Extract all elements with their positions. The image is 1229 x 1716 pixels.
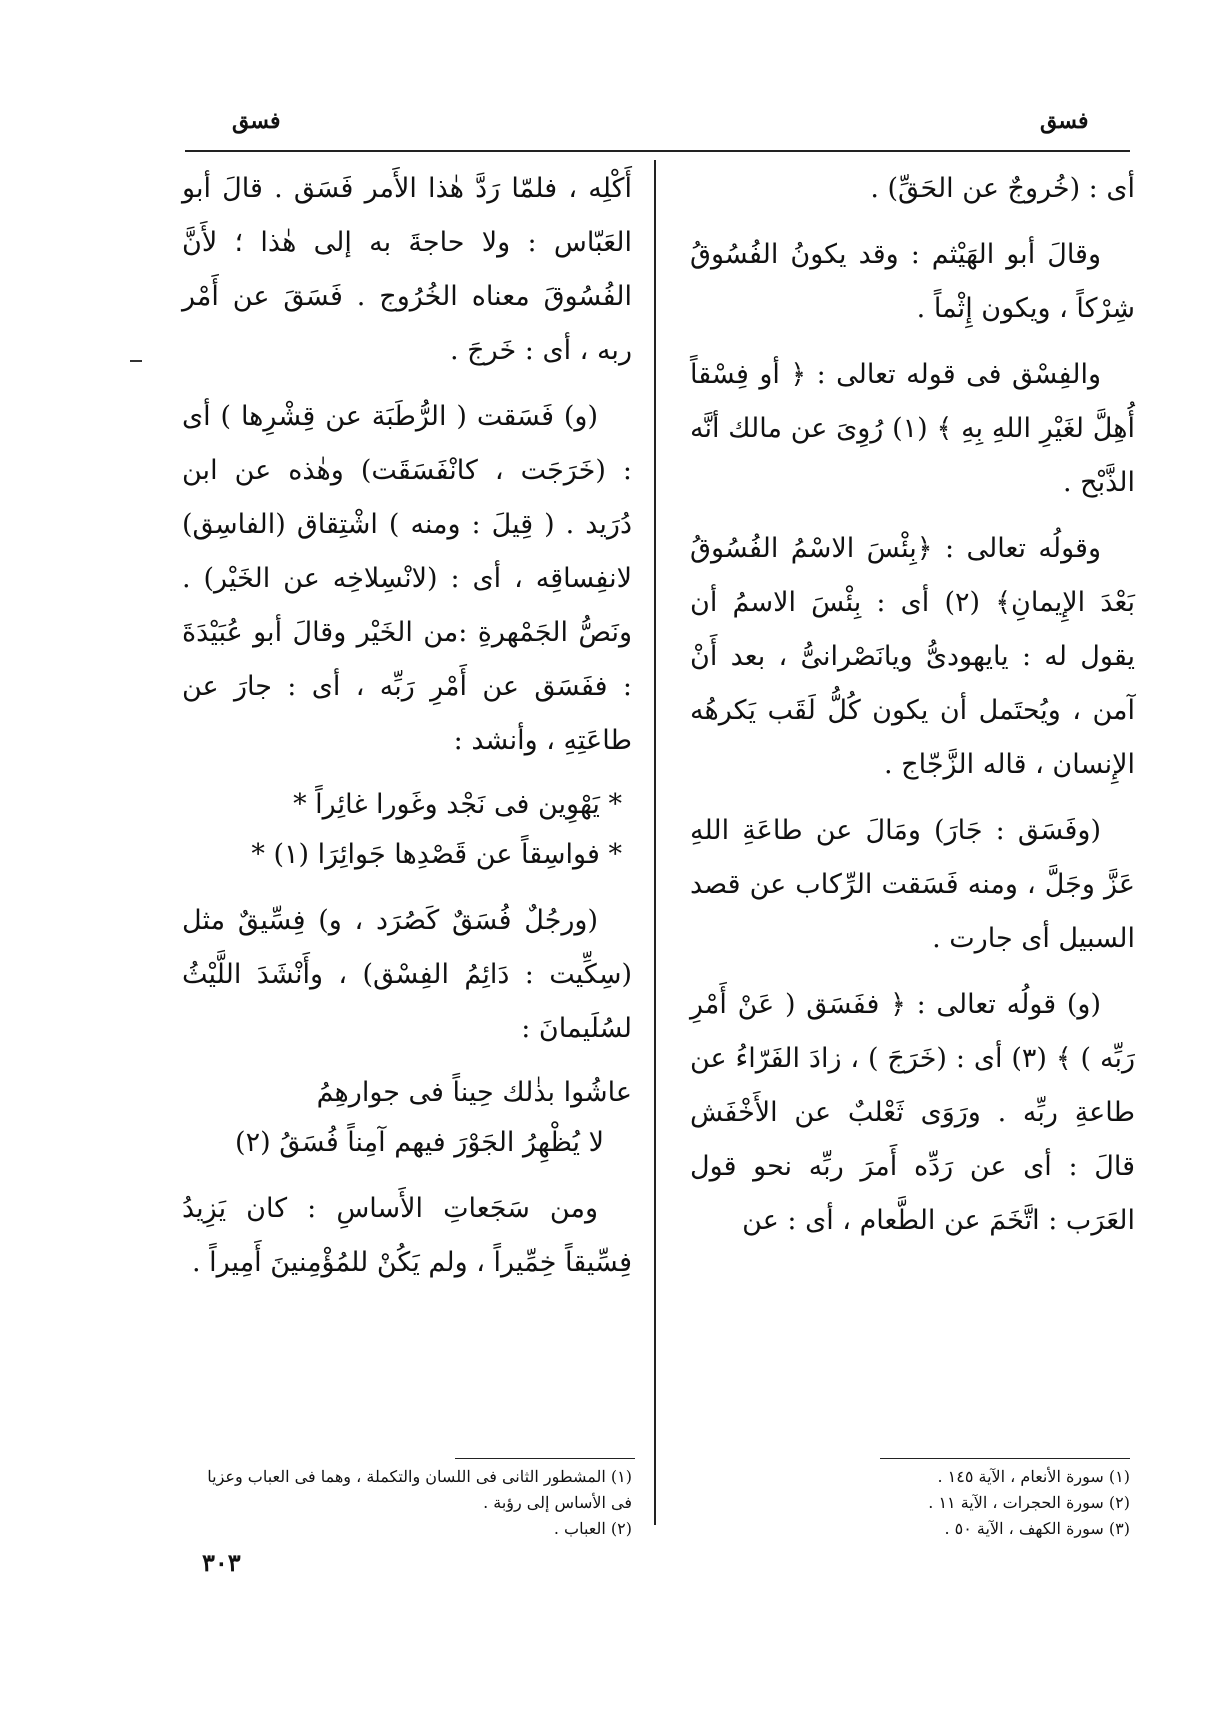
footnote-right-3: (٣) سورة الكهف ، الآية ٥٠ . bbox=[944, 1519, 1130, 1538]
left-paragraph-3: (ورجُلٌ فُسَقٌ كَصُرَد ، و) فِسِّيقٌ مثل (سِكِّيت : دَائِمُ الفِسْق) ، وأَنْشَدَ اللَّيْثُ لسُلَيمانَ : bbox=[182, 905, 632, 1044]
left-paragraph-4: ومن سَجَعاتِ الأَساسِ : كان يَزِيدُ فِسِّيقاً خِمِّيراً ، ولم يَكُنْ للمُؤْمِنينَ أَمِيراً . bbox=[182, 1193, 632, 1278]
right-paragraph-2: وقالَ أبو الهَيْثم : وقد يكونُ الفُسُوقُ شِرْكاً ، ويكون إِثْماً . bbox=[690, 239, 1135, 324]
right-paragraph-1: أى : (خُروجٌ عن الحَقِّ) . bbox=[870, 173, 1135, 204]
poem-line-1: عاشُوا بذٰلك حِيناً فى جوارهِمُ bbox=[316, 1077, 632, 1108]
right-paragraph-5: (وفَسَق : جَارَ) ومَالَ عن طاعَةِ اللهِ عَزَّ وجَلَّ ، ومنه فَسَقت الرِّكاب عن قصد السبيل أى جارت . bbox=[690, 815, 1135, 954]
running-head-left: فسق bbox=[232, 108, 281, 134]
right-paragraph-4: وقولُه تعالى : ﴿بِئْسَ الاسْمُ الفُسُوقُ بَعْدَ الإِيمانِ﴾ (٢) أى : بِئْسَ الاسمُ أن يقول له : يايهودىُّ ويانَصْرانىُّ ، بعد أَنْ آمن ، ويُحتَمل أن يكون كُلُّ لَقَب يَكرهُه الإِنسان ، قاله الزَّجّاج . bbox=[690, 533, 1135, 780]
verse-line-2: * فواسِقاً عن قَصْدِها جَوائِرَا (١) * bbox=[251, 839, 622, 870]
footnote-right-2: (٢) سورة الحجرات ، الآية ١١ . bbox=[928, 1493, 1130, 1512]
right-column bbox=[690, 162, 1135, 1260]
page-number: ٣٠٣ bbox=[202, 1548, 241, 1577]
footnote-rule-right bbox=[880, 1458, 1130, 1459]
footnote-rule-left bbox=[455, 1458, 635, 1459]
header-rule bbox=[185, 150, 1130, 152]
poem-block bbox=[182, 1068, 632, 1168]
left-column bbox=[182, 162, 632, 1302]
margin-mark bbox=[130, 360, 142, 362]
right-paragraph-3: والفِسْق فى قوله تعالى : ﴿ أو فِسْقاً أُهِلَّ لغَيْرِ اللهِ بِهِ ﴾ (١) رُوِىَ عن مالك أنَّه الذَّبْح . bbox=[690, 359, 1135, 498]
footnote-right-1: (١) سورة الأنعام ، الآية ١٤٥ . bbox=[937, 1467, 1130, 1486]
poem-line-2: لا يُظْهِرُ الجَوْرَ فيهم آمِناً فُسَقُ (٢) bbox=[235, 1127, 604, 1158]
left-paragraph-1: أَكْلِه ، فلمّا رَدَّ هٰذا الأَمر فَسَق . قالَ أبو العَبّاس : ولا حاجةَ به إلى هٰذا ؛ لأَنَّ الفُسُوقَ معناه الخُرُوج . فَسَقَ عن أَمْر ربه ، أى : خَرجَ . bbox=[182, 173, 632, 366]
column-divider bbox=[654, 160, 656, 1525]
footnote-left-1: (١) المشطور الثانى فى اللسان والتكملة ، وهما فى العباب وعزيا فى الأساس إلى رؤبة . bbox=[207, 1467, 632, 1512]
left-footnotes bbox=[182, 1464, 632, 1542]
verse-line-1: * يَهْوِين فى نَجْد وغَورا غائِراً * bbox=[293, 789, 622, 820]
running-head-right: فسق bbox=[1040, 108, 1089, 134]
verse-block bbox=[182, 780, 632, 880]
left-paragraph-2: (و) فَسَقت ( الرُّطَبَة عن قِشْرِها ) أى : (خَرَجَت ، كانْفَسَقَت) وهٰذه عن ابن دُرَيد . ( قِيلَ : ومنه ) اشْتِقاق (الفاسِق) لانفِساقِه ، أى : (لانْسِلاخِه عن الخَيْر) . ونَصُّ الجَمْهرةِ :من الخَيْر وقالَ أبو عُبَيْدَةَ : ففَسَق عن أَمْرِ رَبِّه ، أى : جارَ عن طاعَتِهِ ، وأنشد : bbox=[182, 401, 632, 756]
footnote-left-2: (٢) العباب . bbox=[553, 1519, 632, 1538]
right-paragraph-6: (و) قولُه تعالى : ﴿ ففَسَق ( عَنْ أَمْرِ رَبِّه ) ﴾ (٣) أى : (خَرَجَ ) ، زادَ الفَرّاءُ عن طاعةِ ربِّه . ورَوَى ثَعْلبٌ عن الأَخْفَش قالَ : أى عن رَدِّه أَمرَ ربِّه نحو قول العَرَب : اتَّخَمَ عن الطَّعام ، أى : عن bbox=[690, 989, 1135, 1236]
right-footnotes bbox=[800, 1464, 1130, 1542]
